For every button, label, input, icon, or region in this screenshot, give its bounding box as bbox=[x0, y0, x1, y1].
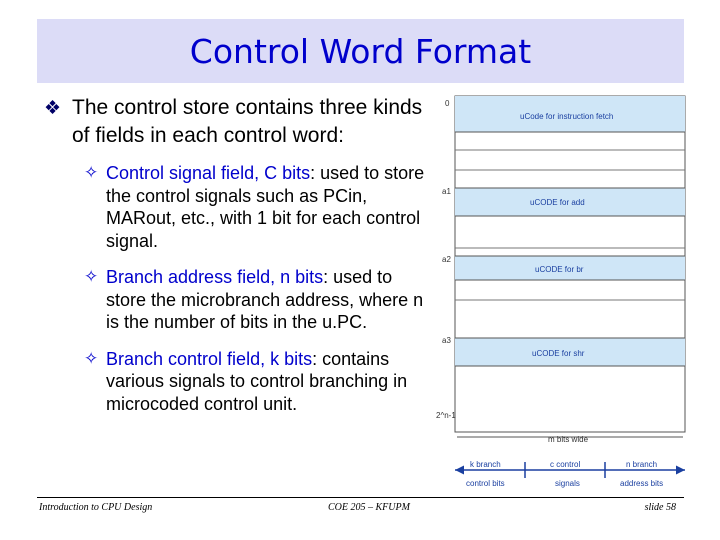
sub-bullet-text: : contains various signals to control branching in microcoded control unit. bbox=[106, 348, 408, 414]
slide-title: Control Word Format bbox=[189, 31, 532, 71]
star-bullet-icon: ✧ bbox=[84, 267, 99, 286]
field-n-line1: n branch bbox=[626, 460, 658, 469]
block-label-br: uCODE for br bbox=[535, 265, 584, 274]
footer-right: slide 58 bbox=[644, 502, 676, 513]
star-bullet-icon: ✧ bbox=[84, 348, 99, 368]
main-bullet-text: The control store contains three kinds of fields in each control word: bbox=[72, 96, 423, 147]
main-bullet bbox=[44, 94, 434, 150]
control-store-diagram bbox=[430, 92, 700, 492]
sub-bullet-text: : used to store the control signals such as PCin, MARout, etc., with 1 bit for each control signal. bbox=[106, 163, 425, 251]
sub-bullet-control-signal bbox=[44, 162, 434, 252]
footer-center: COE 205 – KFUPM bbox=[328, 502, 410, 513]
field-k-line2: control bits bbox=[466, 479, 505, 488]
sub-bullet-lead: Branch address field, n bits bbox=[106, 267, 324, 287]
title-bar bbox=[37, 19, 684, 83]
diamond-bullet-icon: ❖ bbox=[44, 98, 62, 119]
slide-content bbox=[44, 94, 434, 415]
field-n-line2: address bits bbox=[620, 479, 664, 488]
block-label-shr: uCODE for shr bbox=[532, 349, 585, 358]
address-a2: a2 bbox=[442, 255, 451, 264]
block-label-add: uCODE for add bbox=[530, 198, 585, 207]
width-label: m bits wide bbox=[548, 435, 589, 444]
footer-divider bbox=[37, 497, 684, 498]
sub-bullet-lead: Branch control field, k bits bbox=[106, 348, 313, 369]
address-a3: a3 bbox=[442, 336, 451, 345]
address-0: 0 bbox=[445, 99, 450, 108]
sub-bullet-lead: Control signal field, C bits bbox=[106, 163, 311, 183]
star-bullet-icon: ✧ bbox=[84, 163, 99, 182]
sub-bullet-branch-control bbox=[44, 348, 434, 416]
address-last: 2^n-1 bbox=[436, 411, 456, 420]
sub-bullet-branch-address bbox=[44, 266, 434, 334]
footer-left: Introduction to CPU Design bbox=[39, 502, 153, 513]
block-label-fetch: uCode for instruction fetch bbox=[520, 112, 614, 121]
field-k-line1: k branch bbox=[470, 460, 501, 469]
sub-bullet-text: : used to store the microbranch address, where n is the number of bits in the u.PC. bbox=[106, 267, 424, 332]
field-c-line2: signals bbox=[555, 479, 580, 488]
field-c-line1: c control bbox=[550, 460, 581, 469]
address-a1: a1 bbox=[442, 187, 451, 196]
